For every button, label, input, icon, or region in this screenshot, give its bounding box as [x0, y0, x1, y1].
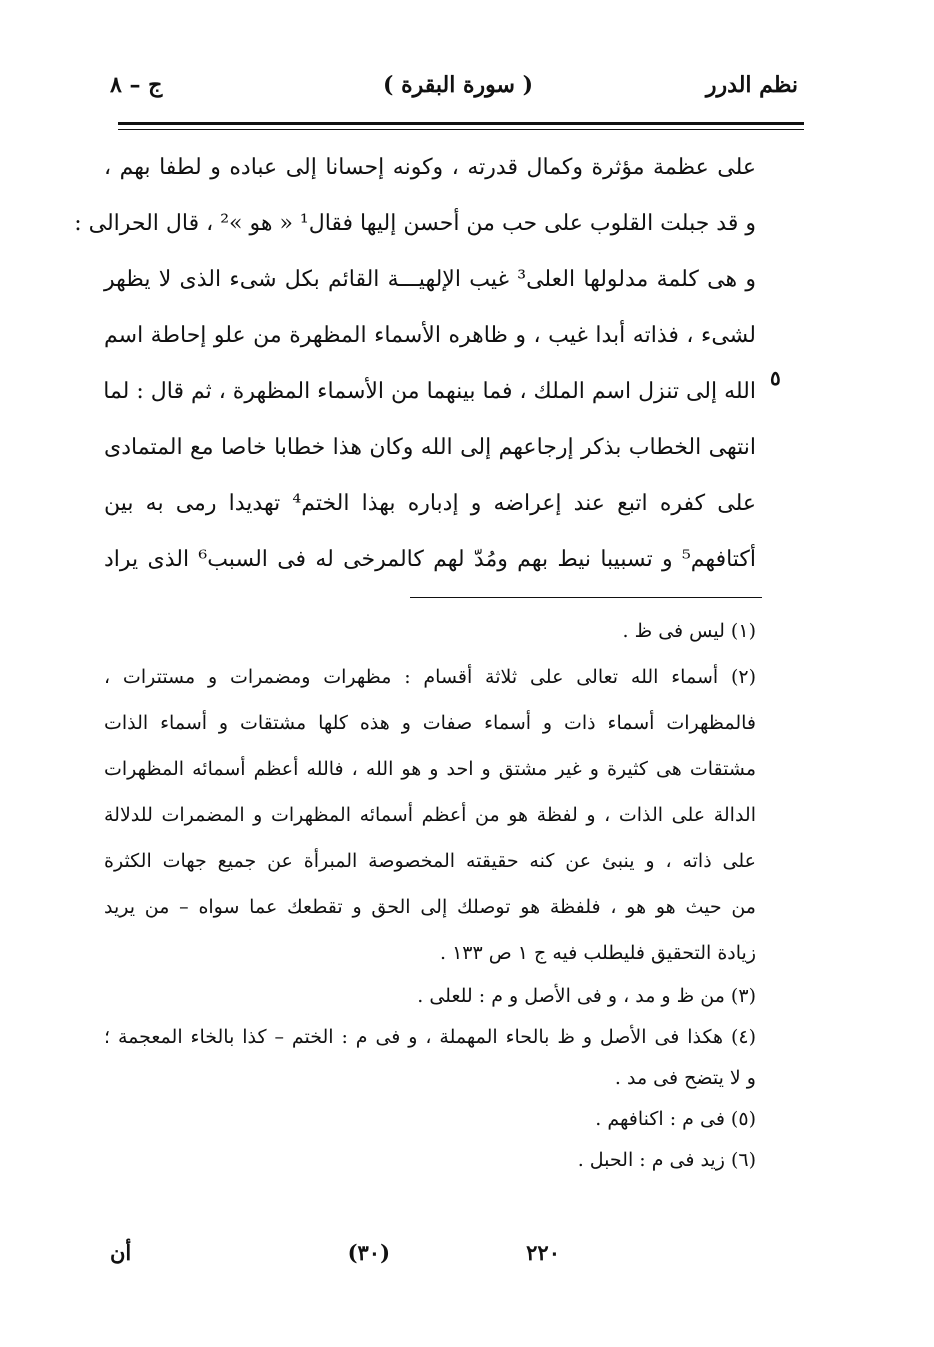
volume-number: ج – ۸: [110, 72, 163, 98]
footnote-line: (٤) هكذا فى الأصل و ظ بالحاء المهملة ، و فى م : الختم – كذا بالخاء المعجمة ؛: [104, 1026, 756, 1048]
footnote-line: فالمظهرات أسماء ذات و أسماء صفات و هذه كلها مشتقات و أسماء الذات: [104, 712, 756, 734]
footnote-line: (٥) فى م : اكنافهم .: [595, 1108, 756, 1130]
footnote-line: (٣) من ظ و مد ، و فى الأصل و م : للعلى .: [417, 985, 756, 1007]
footnote-line: مشتقات هى كثيرة و غير مشتق و احد و هو الله ، فالله أعظم أسمائه المظهرات: [104, 758, 756, 780]
footnote-line: و لا يتضح فى مد .: [614, 1067, 756, 1089]
text-line: على عظمة مؤثرة وكمال قدرته ، وكونه إحسانا إلى عباده و لطفا بهم ،: [104, 155, 756, 180]
text-line: انتهى الخطاب بذكر إرجاعهم إلى الله وكان هذا خطابا خاصا مع المتمادى: [104, 435, 756, 460]
catchword: أن: [110, 1240, 132, 1265]
text-line: الله إلى تنزل اسم الملك ، فما بينهما من الأسماء المظهرة ، ثم قال : لما: [103, 379, 756, 404]
footnote-line: (٦) زيد فى م : الحبل .: [577, 1149, 756, 1171]
main-text: [74, 140, 757, 588]
margin-line-number: ٥: [770, 366, 781, 390]
footnote-line: من حيث هو هو ، فلفظة هو توصلك إلى الحق و تقطعك عما سواه – من يريد: [104, 896, 756, 918]
header-rule-thick: [118, 122, 804, 125]
section-number: (٣٠): [347, 1240, 390, 1265]
footnote-line: على ذاته ، و ينبئ عن كنه حقيقته المخصوصة المبرأة عن جميع جهات الكثرة: [104, 850, 756, 872]
footnote-line: الدالة على الذات ، و لفظة هو من أعظم أسمائه المظهرات و المضمرات للدلالة: [104, 804, 756, 826]
text-line: لشىء ، فذاته أبدا غيب ، و ظاهره الأسماء المظهرة من علو إحاطة اسم: [104, 323, 756, 348]
book-title: نظم الدرر: [705, 72, 798, 98]
text-line: على كفره اتبع عند إعراضه و إدباره بهذا الختم⁴ تهديدا رمى به بين: [104, 491, 756, 516]
text-line: و قد جبلت القلوب على حب من أحسن إليها فقال¹ « هو »² ، قال الحرالى :: [74, 211, 756, 236]
footnotes: [104, 608, 756, 1181]
page-header: [110, 72, 798, 112]
text-line: أكتافهم⁵ و تسبيبا نيط بهم ومُدّ لهم كالمرخى له فى السبب⁶ الذى يراد: [104, 547, 757, 572]
header-rule-thin: [118, 129, 804, 130]
text-line: و هى كلمة مدلولها العلى³ غيب الإلهيـــة القائم بكل شىء الذى لا يظهر: [104, 267, 756, 292]
footnote-separator: [410, 597, 762, 598]
footnote-line: (٢) أسماء الله تعالى على ثلاثة أقسام : مظهرات ومضمرات و مستترات ،: [104, 666, 756, 688]
footnote-line: (١) ليس فى ظ .: [622, 620, 756, 642]
surah-title: ( سورة البقرة ): [383, 72, 533, 98]
page-footer: [110, 1240, 580, 1274]
footnote-line: زيادة التحقيق فليطلب فيه ج ١ ص ١٣٣ .: [439, 942, 756, 964]
page-number: ٢٢٠: [526, 1240, 560, 1265]
